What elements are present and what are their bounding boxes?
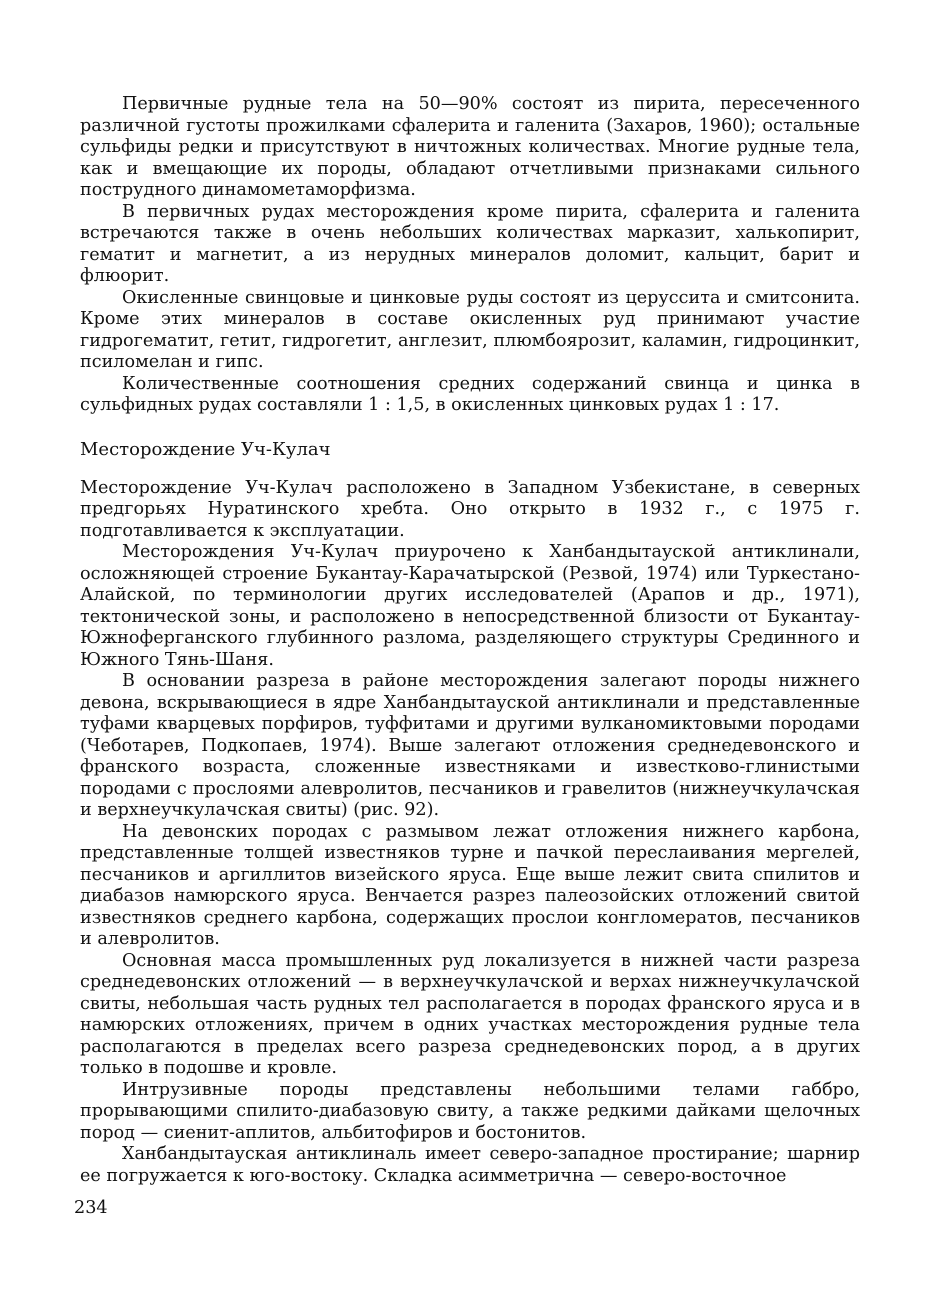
- paragraph: Месторождения Уч-Кулач приурочено к Ханбандытауской антиклинали, осложняющей строение Букантау-Карачатырской (Резвой, 1974) или Туркестано-Алайской, по терминологии других исследователей (Арапов и др., 1971), тектонической зоны, и расположено в непосредственной близости от Букантау-Южноферганского глубинного разлома, разделяющего структуры Срединного и Южного Тянь-Шаня.: [80, 542, 860, 670]
- page-body: [80, 94, 860, 1187]
- paragraph: Окисленные свинцовые и цинковые руды состоят из церуссита и смитсонита. Кроме этих минералов в составе окисленных руд принимают участие гидрогематит, гетит, гидрогетит, англезит, плюмбоярозит, каламин, гидроцинкит, псиломелан и гипс.: [80, 287, 860, 372]
- paragraph: Основная масса промышленных руд локализуется в нижней части разреза среднедевонских отложений — в верхнеучкулачской и верхах нижнеучкулачской свиты, небольшая часть рудных тел располагается в породах франского яруса и в намюрских отложениях, причем в одних участках месторождения рудные тела располагаются в пределах всего разреза среднедевонских пород, а в других только в подошве и кровле.: [80, 950, 860, 1078]
- section-heading: Месторождение Уч-Кулач: [80, 438, 331, 460]
- paragraph: В основании разреза в районе месторождения залегают породы нижнего девона, вскрывающиеся в ядре Ханбандытауской антиклинали и представленные туфами кварцевых порфиров, туффитами и другими вулканомиктовыми породами (Чеботарев, Подкопаев, 1974). Выше залегают отложения среднедевонского и франского возраста, сложенные известняками и известково-глинистыми породами с прослоями алевролитов, песчаников и гравелитов (нижнеучкулачская и верхнеучкулачская свиты) (рис. 92).: [80, 671, 860, 820]
- paragraph: Ханбандытауская антиклиналь имеет северо-западное простирание; шарнир ее погружается к юго-востоку. Складка асимметрична — северо-восточное: [80, 1144, 860, 1186]
- page-number: 234: [74, 1198, 108, 1218]
- paragraph: На девонских породах с размывом лежат отложения нижнего карбона, представленные толщей известняков турне и пачкой переслаивания мергелей, песчаников и аргиллитов визейского яруса. Еще выше лежит свита спилитов и диабазов намюрского яруса. Венчается разрез палеозойских отложений свитой известняков среднего карбона, содержащих прослои конгломератов, песчаников и алевролитов.: [80, 821, 860, 949]
- paragraph: Интрузивные породы представлены небольшими телами габбро, прорывающими спилито-диабазовую свиту, а также редкими дайками щелочных пород — сиенит-аплитов, альбитофиров и бостонитов.: [80, 1079, 860, 1143]
- section-spacer: [80, 417, 860, 439]
- paragraph: Первичные рудные тела на 50—90% состоят из пирита, пересеченного различной густоты прожилками сфалерита и галенита (Захаров, 1960); остальные сульфиды редки и присутствуют в ничтожных количествах. Многие рудные тела, как и вмещающие их породы, обладают отчетливыми признаками сильного пострудного динамометаморфизма.: [80, 94, 860, 200]
- paragraph: Количественные соотношения средних содержаний свинца и цинка в сульфидных рудах составляли 1 : 1,5, в окисленных цинковых рудах 1 : 17.: [80, 373, 860, 415]
- paragraph: Месторождение Уч-Кулач расположено в Западном Узбекистане, в северных предгорьях Нуратинского хребта. Оно открыто в 1932 г., с 1975 г. подготавливается к эксплуатации.: [80, 477, 860, 541]
- paragraph: В первичных рудах месторождения кроме пирита, сфалерита и галенита встречаются также в очень небольших количествах марказит, халькопирит, гематит и магнетит, а из нерудных минералов доломит, кальцит, барит и флюорит.: [80, 201, 860, 286]
